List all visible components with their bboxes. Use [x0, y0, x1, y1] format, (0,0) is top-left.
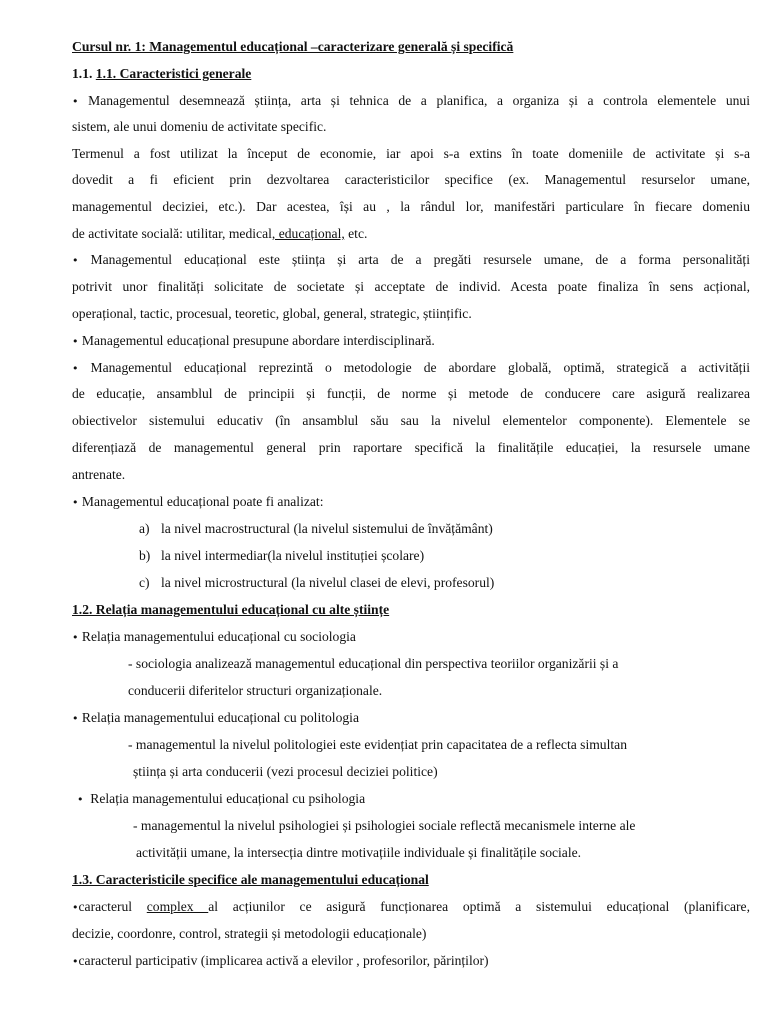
paragraph-5-line-5: antrenate. — [72, 467, 126, 482]
bullet-icon: • — [72, 95, 79, 108]
paragraph-6 — [72, 494, 323, 511]
paragraph-3-line-3: operațional, tactic, procesual, teoretic, global, general, strategic, științific. — [72, 306, 472, 321]
relation-psychology-line-1: - managementul la nivelul psihologiei și psihologiei sociale reflectă mecanismele interne ale — [133, 818, 636, 833]
paragraph-2-line-2: dovedit a fi eficient prin dezvoltarea caracteristicilor specifice (ex. Managementul resurselor umane, — [72, 172, 750, 187]
list-item-text: la nivel intermediar(la nivelul instituției școlare) — [161, 548, 425, 563]
paragraph-6-text: Managementul educațional poate fi analizat: — [81, 494, 324, 509]
bullet-icon: • — [72, 631, 79, 644]
relation-politology-title — [72, 710, 359, 727]
paragraph-5-line-3: obiectivelor sistemului educativ (în ansamblul său sau la nivelul elementelor componente). Elementele se — [72, 413, 750, 428]
section-1-heading — [72, 66, 251, 82]
characteristic-1-line-2: decizie, coordonre, control, strategii și metodologii educaționale) — [72, 926, 427, 941]
paragraph-2-text-4b: etc. — [344, 226, 368, 241]
relation-politology-line-1: - managementul la nivelul politologiei este evidențiat prin capacitatea de a reflecta simultan — [128, 737, 627, 752]
paragraph-4-text: Managementul educațional presupune abordare interdisciplinară. — [81, 333, 435, 348]
bullet-icon: • — [72, 712, 79, 725]
relation-psychology-line-2: activității umane, la intersecția dintre motivațiile individuale și finalitățile sociale. — [136, 845, 582, 860]
list-item-label: a) — [139, 521, 150, 536]
paragraph-3-text-1: Managementul educațional este știința și arta de a pregăti resursele umane, de a forma personalități — [90, 252, 750, 267]
relation-sociology-title — [72, 629, 356, 646]
bullet-icon: • — [72, 362, 79, 375]
course-title: Cursul nr. 1: Managementul educațional –caracterizare generală și specifică — [72, 39, 514, 54]
paragraph-2-line-1: Termenul a fost utilizat la început de economie, iar apoi s-a extins în toate domeniile de activitate și s-a — [72, 146, 750, 161]
paragraph-1-line-1 — [72, 93, 750, 110]
relation-sociology-text: Relația managementului educațional cu sociologia — [81, 629, 356, 644]
section-3-heading: 1.3. Caracteristicile specifice ale managementului educațional — [72, 872, 429, 887]
paragraph-5-line-2: de educație, ansamblul de principii și funcții, de norme și metode de conducere care asigură realizarea — [72, 386, 750, 401]
section-2-heading: 1.2. Relația managementului educațional cu alte științe — [72, 602, 390, 617]
paragraph-3-line-1 — [72, 252, 750, 269]
bullet-icon: • — [72, 335, 79, 348]
relation-sociology-line-2: conducerii diferitelor structuri organizaționale. — [128, 683, 383, 698]
relation-politology-text: Relația managementului educațional cu politologia — [81, 710, 359, 725]
bullet-icon: • — [72, 901, 79, 914]
list-item-text: la nivel microstructural (la nivelul clasei de elevi, profesorul) — [161, 575, 495, 590]
characteristic-1-text-b: al acțiunilor ce asigură funcționarea optimă a sistemului educațional (planificare, — [208, 899, 750, 914]
section-1-heading-text: 1.1. Caracteristici generale — [95, 66, 252, 81]
bullet-icon: • — [77, 793, 84, 806]
list-item-label: b) — [139, 548, 151, 563]
paragraph-5-line-1 — [72, 360, 750, 377]
underlined-complex: complex — [146, 899, 209, 914]
characteristic-2-text: caracterul participativ (implicarea activă a elevilor , profesorilor, părinților) — [78, 953, 489, 968]
paragraph-3-line-2: potrivit unor finalități solicitate de societate și acceptate de individ. Acesta poate finaliza în sens acțional, — [72, 279, 750, 294]
list-item — [139, 548, 424, 564]
relation-psychology-text: Relația managementului educațional cu psihologia — [90, 791, 366, 806]
characteristic-2 — [72, 953, 489, 970]
bullet-icon: • — [72, 496, 79, 509]
relation-politology-line-2: știința și arta conducerii (vezi procesul deciziei politice) — [133, 764, 438, 779]
paragraph-1-line-2: sistem, ale unui domeniu de activitate specific. — [72, 119, 327, 134]
paragraph-2-line-3: managementul deciziei, etc.). Dar acestea, își au , la rândul lor, manifestări particulare în fiecare domeniu — [72, 199, 750, 214]
underlined-educational: , educațional, — [271, 226, 345, 241]
paragraph-5-text-1: Managementul educațional reprezintă o metodologie de abordare globală, optimă, strategică a activității — [90, 360, 751, 375]
list-item — [139, 521, 493, 537]
characteristic-1-line-1 — [72, 899, 750, 916]
paragraph-1-text-1: Managementul desemnează știința, arta și tehnica de a planifica, a organiza și a controla elementele unui — [88, 93, 750, 108]
characteristic-1-text-a: caracterul — [78, 899, 147, 914]
list-item — [139, 575, 494, 591]
bullet-icon: • — [72, 955, 79, 968]
paragraph-2-text-4a: de activitate socială: utilitar, medical — [72, 226, 272, 241]
paragraph-5-line-4: diferențiază de managementul general prin raportare specifică la finalitățile educației, la resursele umane — [72, 440, 750, 455]
list-item-label: c) — [139, 575, 150, 590]
relation-sociology-line-1: - sociologia analizează managementul educațional din perspectiva teoriilor organizării și a — [128, 656, 619, 671]
section-1-number: 1.1. — [72, 66, 96, 81]
list-item-text: la nivel macrostructural (la nivelul sistemului de învățământ) — [161, 521, 493, 536]
paragraph-2-line-4 — [72, 226, 367, 242]
bullet-icon: • — [72, 254, 79, 267]
relation-psychology-title — [77, 791, 365, 808]
paragraph-4 — [72, 333, 435, 350]
